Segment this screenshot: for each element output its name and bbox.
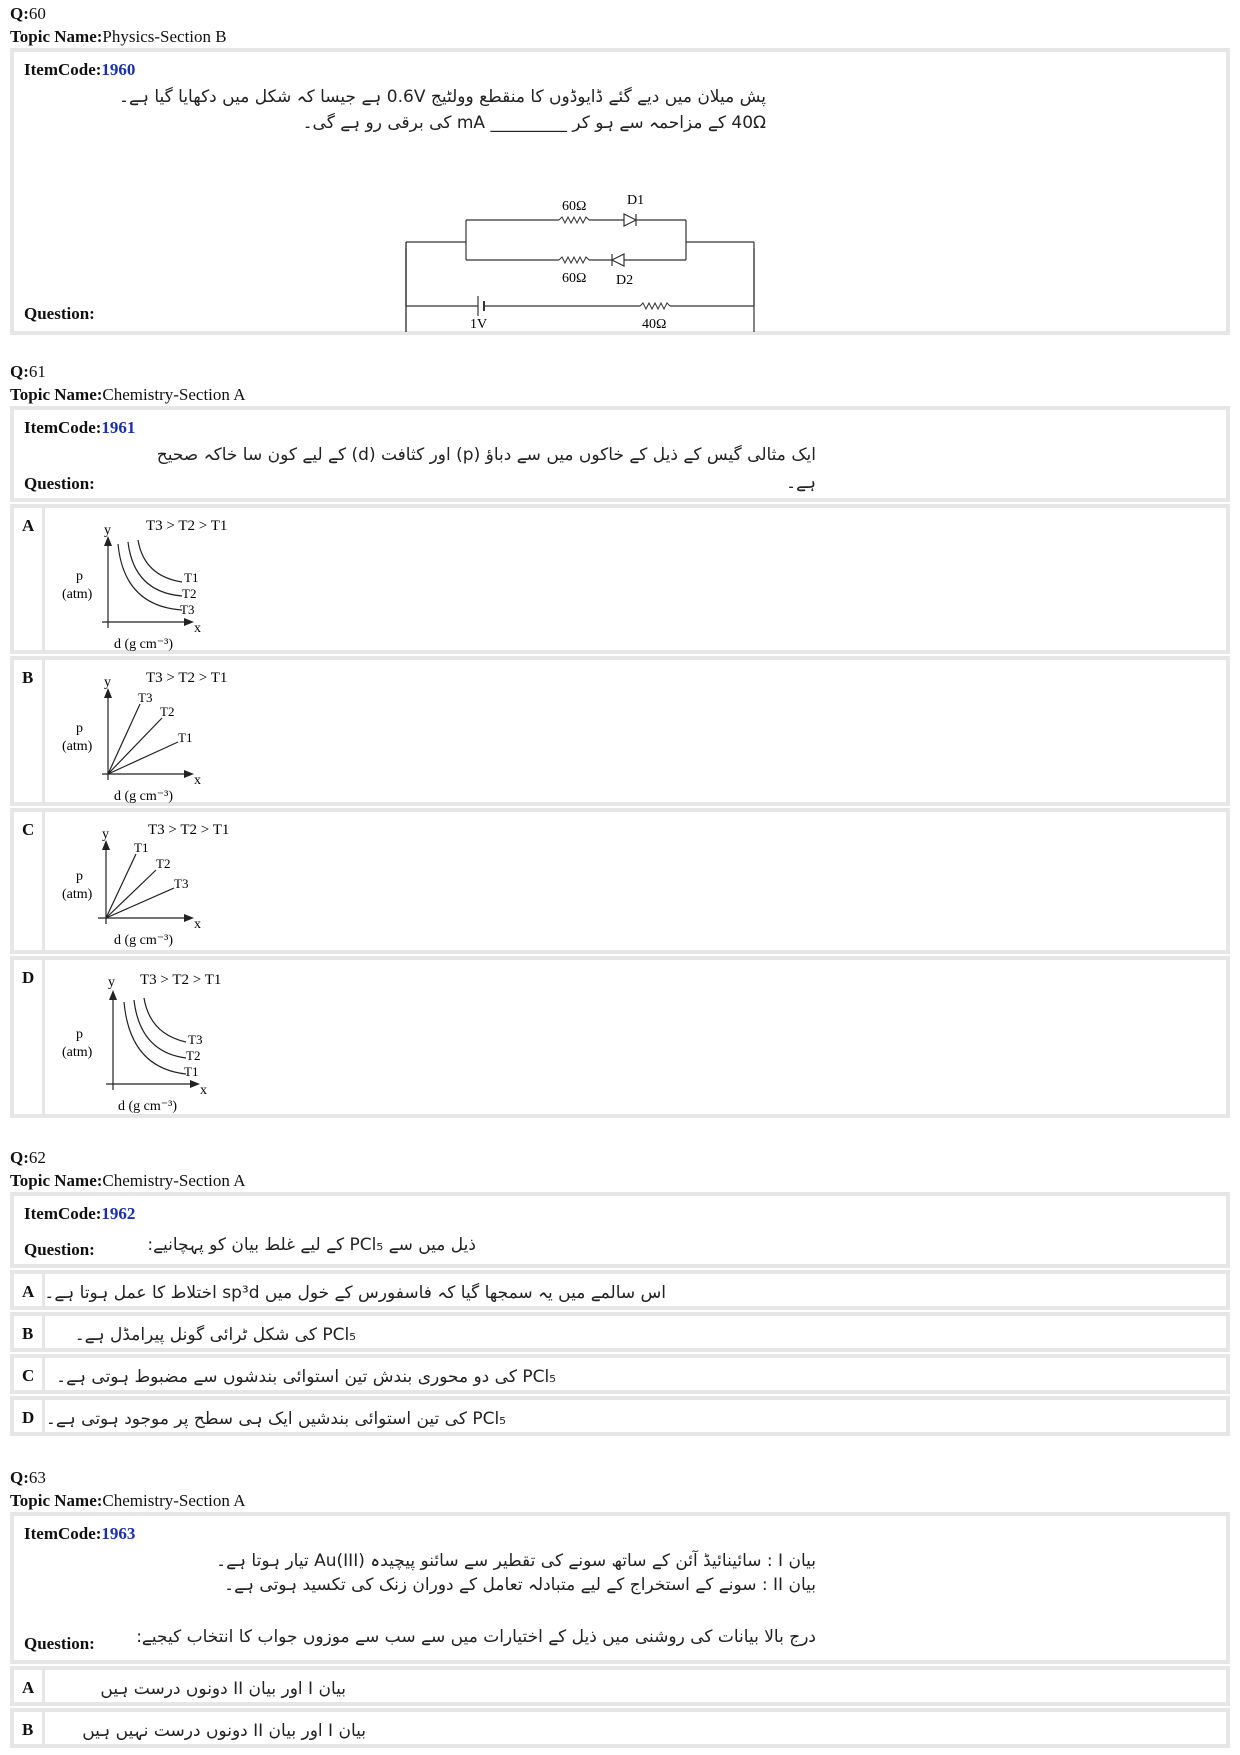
axis-y-letter: y	[104, 675, 111, 690]
curve-label-1: T1	[184, 570, 199, 585]
y-label-p: p	[76, 721, 83, 736]
question-text-line1: ذیل میں سے PCl₅ کے لیے غلط بیان کو پہچانیے:	[147, 1235, 476, 1255]
option-letter: A	[22, 516, 35, 535]
option-text: PCl₅ کی تین استوائی بندشیں ایک ہی سطح پر موجود ہوتی ہے۔	[45, 1409, 506, 1429]
question-label: Question:	[24, 304, 95, 323]
option-text: بیان I اور بیان II دونوں درست نہیں ہیں	[82, 1721, 366, 1741]
y-label-atm: (atm)	[62, 739, 93, 754]
curve-label-2: T2	[182, 586, 197, 601]
graph-title: T3 > T2 > T1	[140, 972, 222, 988]
question-62-box	[10, 1192, 1230, 1268]
y-label-atm: (atm)	[62, 1045, 93, 1060]
itemcode-label: ItemCode:	[24, 1204, 102, 1223]
axis-x-letter: x	[200, 1083, 207, 1098]
graph-option-c	[58, 814, 258, 954]
graph-title: T3 > T2 > T1	[148, 822, 230, 838]
q-label: Q:	[10, 362, 29, 381]
option-d[interactable]	[10, 1396, 1230, 1436]
option-letter: C	[22, 820, 35, 839]
graph-option-d	[58, 962, 258, 1118]
question-number: 62	[28, 1148, 46, 1167]
question-61-header	[10, 360, 1230, 406]
option-b[interactable]	[10, 1708, 1230, 1748]
question-60-box	[10, 48, 1230, 335]
question-63-box	[10, 1512, 1230, 1664]
q-label: Q:	[10, 4, 29, 23]
option-c[interactable]	[10, 1354, 1230, 1394]
itemcode-label: ItemCode:	[24, 1524, 102, 1543]
curve-label-3: T1	[184, 1064, 199, 1079]
option-letter: B	[22, 1324, 34, 1343]
label-r-top: 60Ω	[562, 199, 587, 214]
y-label-p: p	[76, 1027, 83, 1042]
option-a[interactable]	[10, 1270, 1230, 1310]
option-text: بیان I اور بیان II دونوں درست ہیں	[100, 1679, 346, 1699]
option-letter: D	[22, 1408, 35, 1427]
circuit-bottom-wire	[384, 248, 784, 328]
label-battery: 1V	[470, 317, 488, 328]
option-a[interactable]	[10, 1666, 1230, 1706]
resistor-top	[559, 217, 589, 223]
option-d[interactable]	[10, 956, 1230, 1118]
option-letter: C	[22, 1366, 35, 1385]
topic-label: Topic Name:	[10, 27, 103, 46]
question-61-box	[10, 406, 1230, 502]
x-label: d (g cm⁻³)	[114, 789, 174, 804]
option-b[interactable]	[10, 656, 1230, 806]
option-c[interactable]	[10, 808, 1230, 954]
q-label: Q:	[10, 1468, 29, 1487]
topic-name: Chemistry-Section A	[102, 1171, 246, 1190]
itemcode-value: 1962	[101, 1204, 136, 1223]
x-label: d (g cm⁻³)	[114, 933, 174, 948]
question-text-line1: ایک مثالی گیس کے ذیل کے خاکوں میں سے دباؤ (p) اور کثافت (d) کے لیے کون سا خاکہ صحیح	[156, 445, 816, 465]
curve-label-2: T2	[156, 856, 171, 871]
question-60-header	[10, 2, 1230, 48]
option-letter: D	[22, 968, 35, 987]
curve-label-3: T3	[180, 602, 195, 617]
question-label: Question:	[24, 1240, 95, 1259]
axis-x-letter: x	[194, 917, 201, 932]
question-label: Question:	[24, 474, 95, 493]
topic-label: Topic Name:	[10, 1491, 103, 1510]
question-number: 63	[28, 1468, 46, 1487]
itemcode-value: 1963	[101, 1524, 136, 1543]
topic-label: Topic Name:	[10, 385, 103, 404]
itemcode-value: 1961	[101, 418, 136, 437]
graph-option-b	[58, 662, 258, 806]
topic-name: Physics-Section B	[102, 27, 227, 46]
topic-name: Chemistry-Section A	[102, 1491, 246, 1510]
question-label: Question:	[24, 1634, 95, 1653]
axis-y-letter: y	[102, 827, 109, 842]
option-letter: B	[22, 1720, 34, 1739]
statement-1: بیان I : سائینائیڈ آئن کے ساتھ سونے کی تقطیر سے سائنو پیچیدہ Au(III) تیار ہوتا ہے۔	[216, 1551, 816, 1571]
axis-y-letter: y	[108, 975, 115, 990]
resistor-main	[640, 303, 670, 309]
question-number: 61	[28, 362, 46, 381]
q-label: Q:	[10, 1148, 29, 1167]
y-label-p: p	[76, 569, 83, 584]
option-b[interactable]	[10, 1312, 1230, 1352]
question-text-line1: پش میلان میں دیے گئے ڈایوڈوں کا منقطع وولٹیج 0.6V ہے جیسا کہ شکل میں دکھایا گیا ہے۔	[119, 87, 766, 107]
curve-label-2: T2	[160, 704, 175, 719]
axis-y-letter: y	[104, 523, 111, 538]
itemcode-value: 1960	[101, 60, 136, 79]
itemcode-label: ItemCode:	[24, 60, 102, 79]
curve-label-2: T2	[186, 1048, 201, 1063]
itemcode-label: ItemCode:	[24, 418, 102, 437]
label-r-main: 40Ω	[642, 317, 667, 328]
label-d2: D2	[616, 273, 634, 288]
question-text-line2: 40Ω کے مزاحمہ سے ہو کر _________ mA کی برقی رو ہے گی۔	[302, 113, 766, 133]
graph-title: T3 > T2 > T1	[146, 670, 228, 686]
question-number: 60	[28, 4, 46, 23]
option-a[interactable]	[10, 504, 1230, 654]
label-d1: D1	[627, 193, 645, 208]
option-letter: A	[22, 1678, 35, 1697]
question-text-line2: ہے۔	[786, 473, 816, 493]
question-62-header	[10, 1146, 1230, 1192]
curve-label-1: T1	[134, 840, 149, 855]
statement-2: بیان II : سونے کے استخراج کے لیے متبادلہ تعامل کے دوران زنک کی تکسید ہوتی ہے۔	[224, 1575, 816, 1595]
y-label-p: p	[76, 869, 83, 884]
curve-label-3: T3	[174, 876, 189, 891]
x-label: d (g cm⁻³)	[118, 1099, 178, 1114]
curve-label-3: T1	[178, 730, 193, 745]
axis-x-letter: x	[194, 621, 201, 636]
option-text: PCl₅ کی دو محوری بندش تین استوائی بندشوں سے مضبوط ہوتی ہے۔	[56, 1367, 556, 1387]
graph-option-a	[58, 510, 258, 654]
diode-d1	[624, 214, 636, 226]
option-text: اس سالمے میں یہ سمجھا گیا کہ فاسفورس کے خول میں sp³d اختلاط کا عمل ہوتا ہے۔	[44, 1283, 666, 1303]
option-letter: B	[22, 668, 34, 687]
graph-title: T3 > T2 > T1	[146, 518, 228, 534]
option-text: PCl₅ کی شکل ٹرائی گونل پیرامڈل ہے۔	[74, 1325, 356, 1345]
question-63-header	[10, 1466, 1230, 1512]
y-label-atm: (atm)	[62, 587, 93, 602]
topic-name: Chemistry-Section A	[102, 385, 246, 404]
option-letter: A	[22, 1282, 35, 1301]
x-label: d (g cm⁻³)	[114, 637, 174, 652]
y-label-atm: (atm)	[62, 887, 93, 902]
topic-label: Topic Name:	[10, 1171, 103, 1190]
curve-label-1: T3	[188, 1032, 203, 1047]
axis-x-letter: x	[194, 773, 201, 788]
label-r-bottom: 60Ω	[562, 271, 587, 286]
question-text-line3: درج بالا بیانات کی روشنی میں ذیل کے اختیارات میں سے سب سے موزوں جواب کا انتخاب کیجیے:	[136, 1627, 816, 1647]
curve-label-1: T3	[138, 690, 153, 705]
